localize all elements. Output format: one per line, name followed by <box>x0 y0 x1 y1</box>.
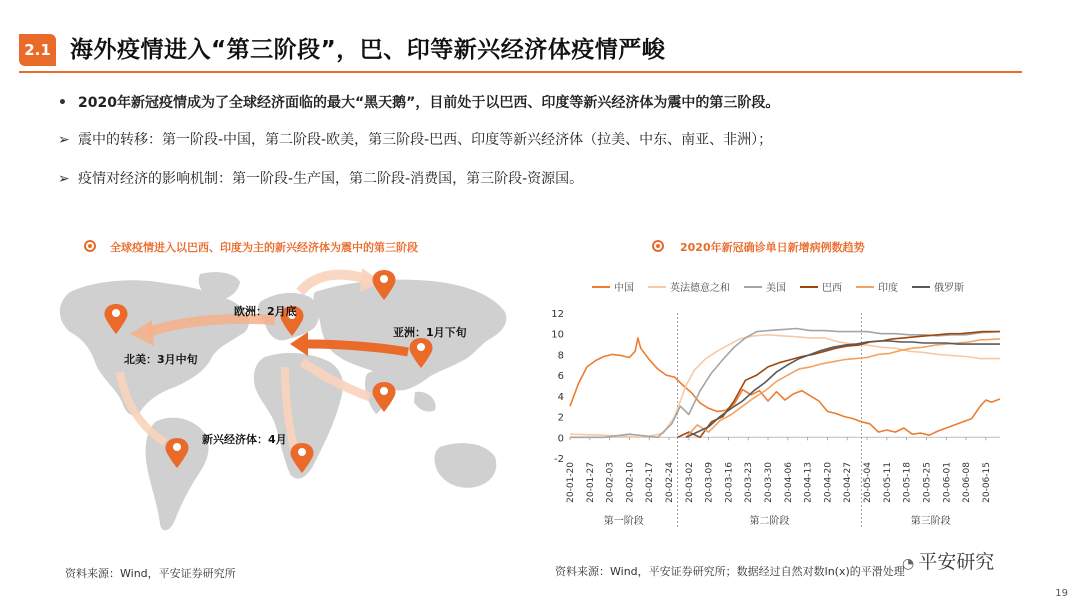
x-tick-label: 20-04-13 <box>803 462 814 503</box>
y-tick-label: 10 <box>551 329 564 341</box>
x-tick-label: 20-04-20 <box>823 462 834 503</box>
x-tick-label: 20-05-18 <box>902 462 913 503</box>
title-divider <box>19 71 1022 73</box>
series-line <box>570 338 1000 435</box>
panel-title-target-icon <box>652 240 664 252</box>
cases-trend-chart <box>530 268 1030 553</box>
watermark-text: 平安研究 <box>918 551 995 573</box>
chart-source-note: 资料来源：Wind，平安证券研究所；数据经过自然对数ln(x)的平滑处理 <box>555 565 905 578</box>
y-tick-label: 2 <box>557 412 564 424</box>
north-america-shape <box>60 280 249 415</box>
series-line <box>686 339 1000 437</box>
legend-label: 巴西 <box>822 283 842 294</box>
x-tick-label: 20-02-03 <box>605 462 616 503</box>
x-tick-label: 20-06-15 <box>981 462 992 503</box>
legend-label: 俄罗斯 <box>934 283 964 294</box>
x-tick-label: 20-04-06 <box>783 462 794 503</box>
bullet-mechanism-text: 疫情对经济的影响机制：第一阶段-生产国，第二阶段-消费国，第三阶段-资源国。 <box>78 171 584 187</box>
bullet-summary-text: 2020年新冠疫情成为了全球经济面临的最大“黑天鹅”，目前处于以巴西、印度等新兴经济体为震中的第三阶段。 <box>78 95 780 111</box>
north-america-label: 北美：3月中旬 <box>124 353 198 366</box>
chart-panel-title: 2020年新冠确诊单日新增病例数趋势 <box>680 241 865 254</box>
x-tick-label: 20-04-27 <box>843 462 854 503</box>
y-tick-label: 12 <box>551 309 564 320</box>
map-source-note: 资料来源：Wind，平安证券研究所 <box>65 567 236 580</box>
x-tick-label: 20-03-30 <box>764 462 775 503</box>
section-number-badge: 2.1 <box>19 34 56 66</box>
x-tick-label: 20-02-24 <box>665 462 676 503</box>
bullet-epicenter <box>58 129 772 149</box>
arrow-bullet-icon: ➢ <box>58 132 70 148</box>
europe-label: 欧洲：2月底 <box>234 305 297 318</box>
panel-title-target-icon <box>84 240 96 252</box>
x-tick-label: 20-05-11 <box>882 462 893 503</box>
y-tick-label: 0 <box>557 433 564 445</box>
y-tick-label: -2 <box>554 454 564 465</box>
x-tick-label: 20-01-27 <box>585 462 596 503</box>
australia-shape <box>434 443 496 488</box>
asia-label: 亚洲：1月下旬 <box>393 326 467 339</box>
bullet-mechanism <box>58 168 583 188</box>
page-title: 海外疫情进入“第三阶段”，巴、印等新兴经济体疫情严峻 <box>70 37 666 63</box>
arrow-bullet-icon: ➢ <box>58 171 70 187</box>
phase-label: 第二阶段 <box>749 516 790 527</box>
legend-label: 美国 <box>766 283 786 294</box>
bullet-epicenter-text: 震中的转移：第一阶段-中国，第二阶段-欧美，第三阶段-巴西、印度等新兴经济体（拉美、中东、南亚、非洲）； <box>78 132 773 148</box>
x-tick-label: 20-02-17 <box>645 462 656 503</box>
legend-label: 中国 <box>614 283 634 294</box>
legend-label: 英法德意之和 <box>670 283 730 294</box>
phase-label: 第一阶段 <box>603 516 644 527</box>
map-panel-title: 全球疫情进入以巴西、印度为主的新兴经济体为震中的第三阶段 <box>110 241 418 254</box>
x-tick-label: 20-03-23 <box>744 462 755 503</box>
y-tick-label: 8 <box>557 350 564 362</box>
southeast-asia-shape <box>414 392 436 412</box>
x-tick-label: 20-03-16 <box>724 462 735 503</box>
x-tick-label: 20-06-08 <box>962 462 973 503</box>
x-tick-label: 20-05-04 <box>863 462 874 503</box>
x-tick-label: 20-03-09 <box>704 462 715 503</box>
x-tick-label: 20-05-25 <box>922 462 933 503</box>
page-number: 19 <box>1055 588 1068 599</box>
y-tick-label: 4 <box>557 391 564 403</box>
x-tick-label: 20-02-10 <box>625 462 636 503</box>
y-tick-label: 6 <box>557 371 564 383</box>
series-line <box>570 335 1000 438</box>
x-tick-label: 20-01-20 <box>566 462 576 503</box>
bullet-dot-icon: • <box>58 95 67 111</box>
x-tick-label: 20-06-01 <box>942 462 953 503</box>
bullet-summary <box>58 92 779 112</box>
wechat-icon: ◔ <box>902 556 915 572</box>
emerging-label: 新兴经济体：4月 <box>202 433 287 446</box>
series-line <box>678 332 1001 438</box>
phase-label: 第三阶段 <box>910 516 951 527</box>
watermark <box>902 547 994 574</box>
x-tick-label: 20-03-02 <box>684 462 695 503</box>
legend-label: 印度 <box>878 283 898 294</box>
